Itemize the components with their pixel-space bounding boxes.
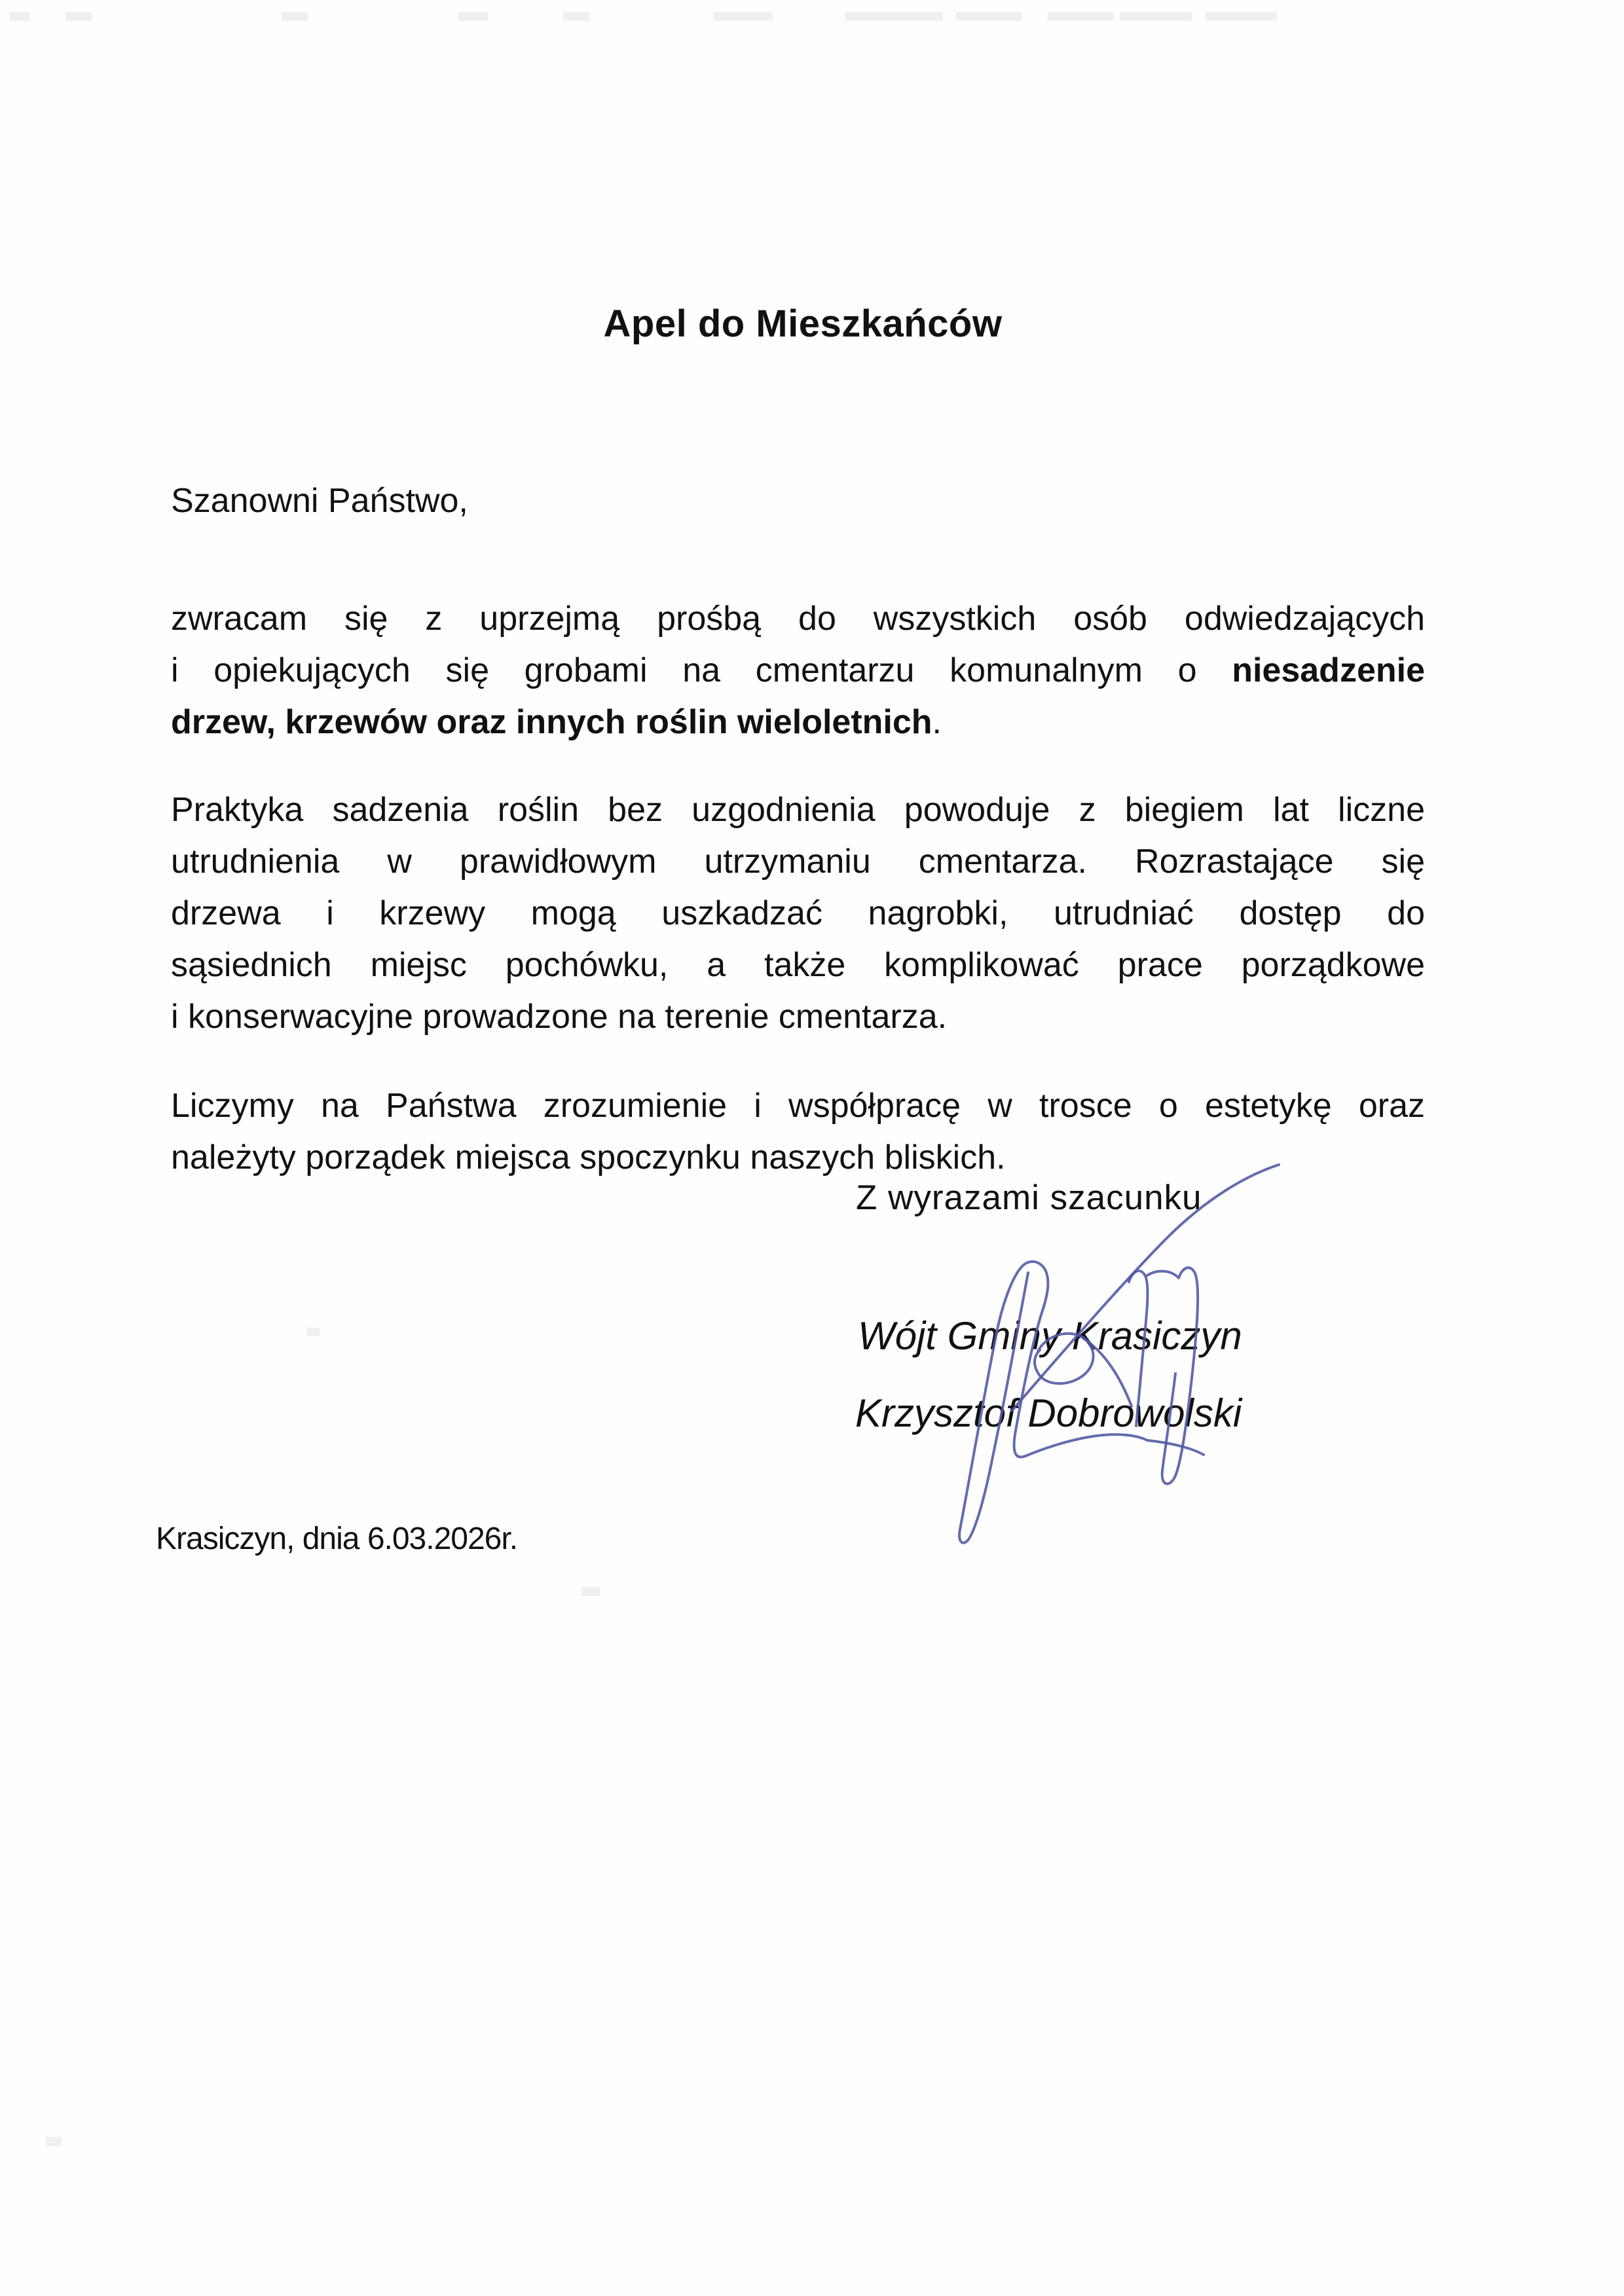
scan-artifact bbox=[563, 12, 589, 21]
body-line bbox=[171, 888, 1425, 939]
scan-artifact bbox=[306, 1328, 320, 1336]
body-line bbox=[171, 784, 1425, 836]
scan-artifact bbox=[10, 12, 29, 21]
text-segment-bold: niesadzenie bbox=[1232, 651, 1425, 689]
text-segment: utrudnienia w prawidłowym utrzymaniu cmentarza. Rozrastające się bbox=[171, 843, 1425, 881]
scan-artifact bbox=[845, 12, 943, 21]
body-line bbox=[171, 645, 1425, 697]
text-segment: i konserwacyjne prowadzone na terenie cmentarza. bbox=[171, 998, 948, 1036]
text-segment: należyty porządek miejsca spoczynku naszych bliskich. bbox=[171, 1139, 1006, 1176]
scan-artifact bbox=[581, 1587, 600, 1596]
paragraph-explanation bbox=[171, 784, 1425, 1043]
text-segment: sąsiednich miejsc pochówku, a także komplikować prace porządkowe bbox=[171, 946, 1425, 984]
body-line bbox=[171, 697, 1425, 748]
text-segment-bold: drzew, krzewów oraz innych roślin wieloletnich bbox=[171, 703, 932, 741]
body-line bbox=[171, 939, 1425, 991]
body-line bbox=[171, 1080, 1425, 1132]
scan-artifact bbox=[1120, 12, 1192, 21]
scan-artifact bbox=[714, 12, 773, 21]
scan-artifact bbox=[458, 12, 488, 21]
text-segment: i opiekujących się grobami na cmentarzu komunalnym o bbox=[171, 651, 1232, 689]
scan-artifact bbox=[46, 2137, 62, 2146]
text-segment: Liczymy na Państwa zrozumienie i współpracę w trosce o estetykę oraz bbox=[171, 1087, 1425, 1125]
scan-artifact bbox=[1205, 12, 1277, 21]
text-segment: Praktyka sadzenia roślin bez uzgodnienia powoduje z biegiem lat liczne bbox=[171, 791, 1425, 829]
body-line bbox=[171, 593, 1425, 645]
closing-role-line: Wójt Gminy Krasiczyn bbox=[858, 1314, 1242, 1358]
closing-name-line: Krzysztof Dobrowolski bbox=[855, 1391, 1242, 1435]
paragraph-request bbox=[171, 593, 1425, 748]
greeting-line: Szanowni Państwo, bbox=[171, 482, 468, 520]
scan-artifact bbox=[65, 12, 92, 21]
text-segment: drzewa i krzewy mogą uszkadzać nagrobki, utrudniać dostęp do bbox=[171, 894, 1425, 932]
scan-artifact bbox=[1048, 12, 1113, 21]
scan-artifact bbox=[956, 12, 1022, 21]
text-segment: . bbox=[932, 703, 942, 741]
body-line bbox=[171, 1132, 1425, 1184]
text-segment: zwracam się z uprzejmą prośbą do wszystkich osób odwiedzających bbox=[171, 600, 1425, 638]
scan-artifact bbox=[282, 12, 308, 21]
body-line bbox=[171, 991, 1425, 1043]
page-title: Apel do Mieszkańców bbox=[603, 302, 1003, 345]
date-line: Krasiczyn, dnia 6.03.2026r. bbox=[156, 1522, 518, 1556]
body-line bbox=[171, 836, 1425, 888]
paragraph-appeal bbox=[171, 1080, 1425, 1184]
signature-stroke-right-loop bbox=[1147, 1267, 1198, 1484]
closing-respect-line: Z wyrazami szacunku bbox=[856, 1178, 1202, 1217]
